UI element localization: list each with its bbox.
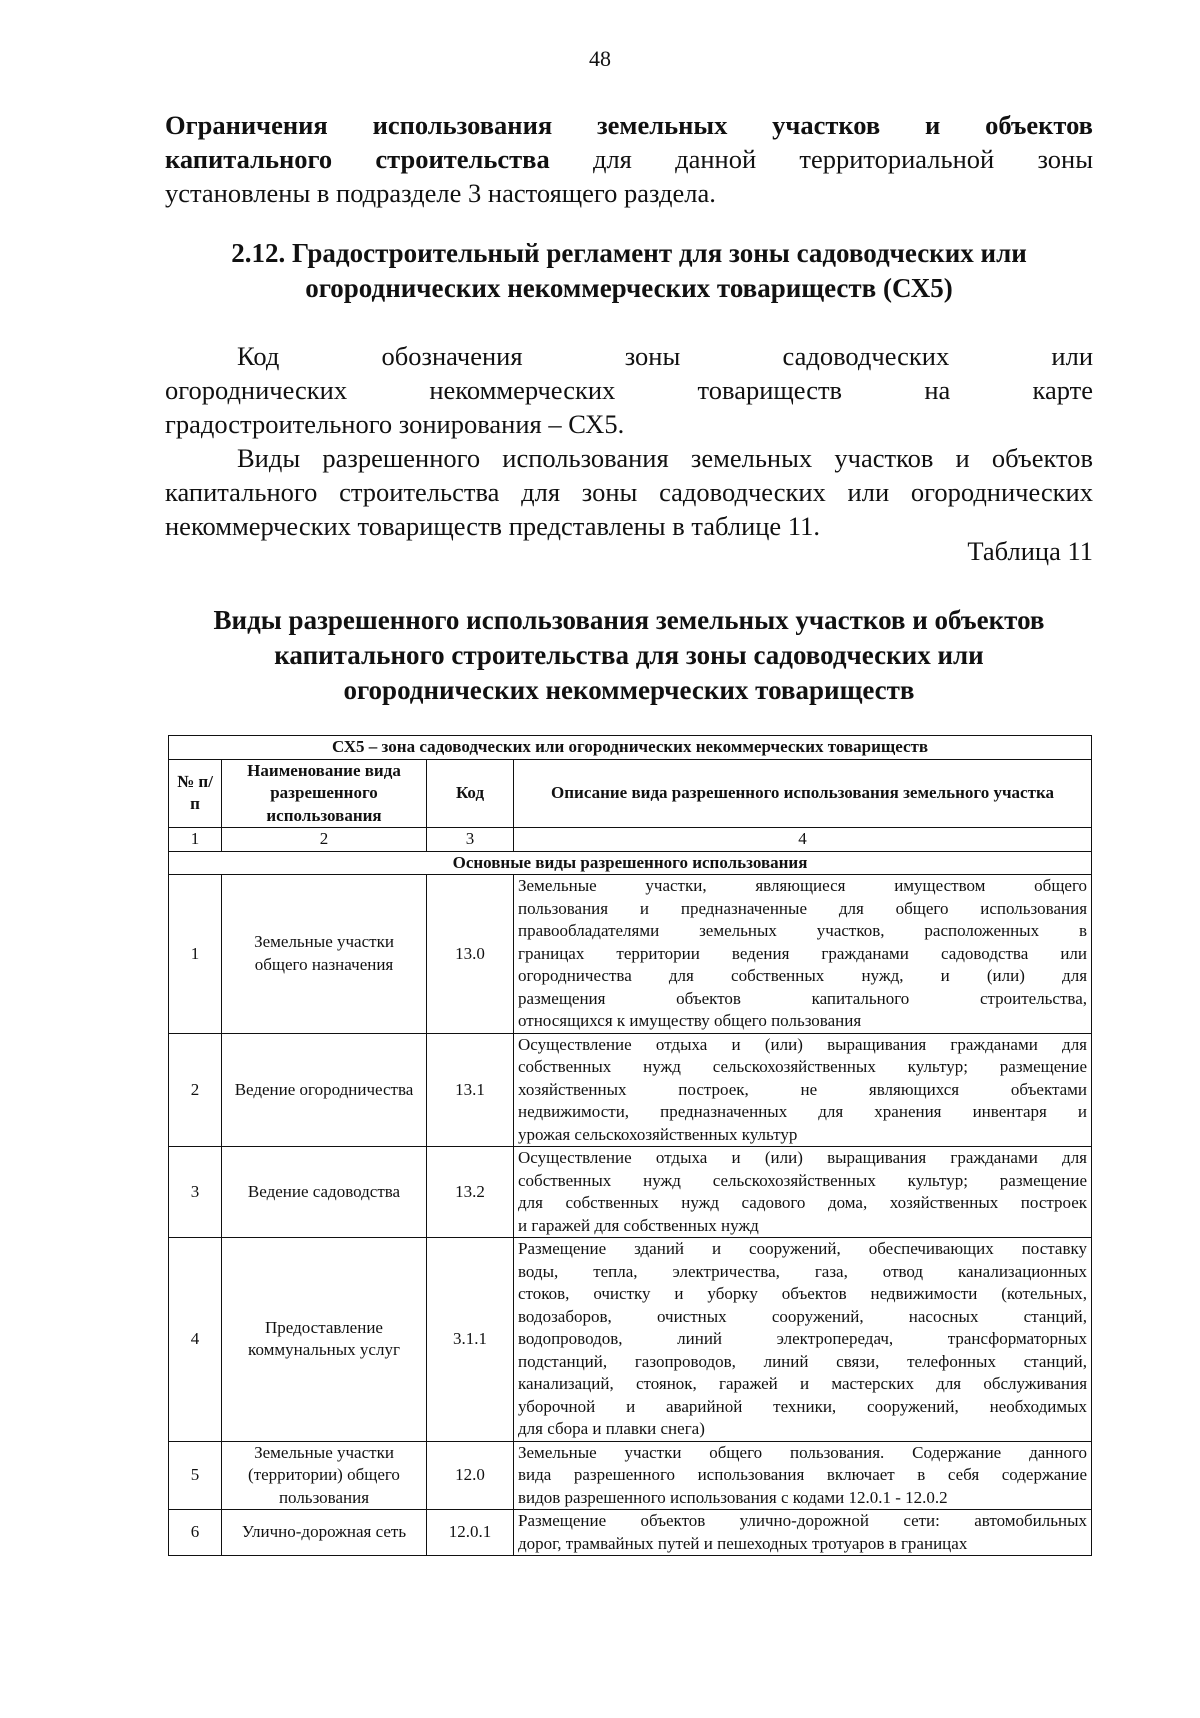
use-type-code: 12.0 — [427, 1441, 514, 1510]
use-type-description — [514, 1033, 1092, 1147]
table-row — [169, 1147, 1092, 1238]
row-number: 3 — [169, 1147, 222, 1238]
description-line: границах территории ведения гражданами садоводства или — [518, 943, 1088, 963]
use-type-name: Улично-дорожная сеть — [222, 1510, 427, 1556]
row-number: 6 — [169, 1510, 222, 1556]
col-header-code: Код — [427, 759, 514, 828]
description-line: и гаражей для собственных нужд — [518, 1215, 759, 1235]
paragraph-2-line-2: капитального строительства для зоны садоводческих или огороднических — [165, 477, 1093, 507]
description-line: Осуществление отдыха и (или) выращивания гражданами для — [518, 1148, 1088, 1167]
description-line: урожая сельскохозяйственных культур — [518, 1124, 798, 1144]
col-header-name: Наименование вида разрешенного использования — [222, 759, 427, 828]
description-line: для сбора и плавки снега) — [518, 1419, 705, 1438]
col-index: 4 — [514, 828, 1092, 852]
paragraph-2-line-3: некоммерческих товариществ представлены в таблице 11. — [165, 511, 820, 541]
paragraph-1-line-3: градостроительного зонирования – СХ5. — [165, 409, 625, 439]
use-type-description — [514, 1441, 1092, 1510]
row-number: 1 — [169, 875, 222, 1034]
column-header-row — [169, 759, 1092, 828]
section-row — [169, 851, 1092, 875]
description-line: собственных нужд сельскохозяйственных культур; размещение — [518, 1170, 1088, 1190]
paragraph-1-line-2: огороднических некоммерческих товариществ на карте — [165, 375, 1093, 405]
use-type-description — [514, 1510, 1092, 1556]
row-number: 4 — [169, 1238, 222, 1442]
paragraph-2-line-1: Виды разрешенного использования земельных участков и объектов — [237, 443, 1093, 473]
row-number: 5 — [169, 1441, 222, 1510]
description-line: размещения объектов капитального строительства, — [518, 988, 1088, 1008]
description-line: относящихся к имуществу общего пользования — [518, 1011, 862, 1030]
description-line: хозяйственных построек, не являющихся объектами — [518, 1079, 1088, 1099]
description-line: воды, тепла, электричества, газа, отвод канализационных — [518, 1261, 1088, 1281]
use-type-name: Ведение садоводства — [222, 1147, 427, 1238]
table-row — [169, 1441, 1092, 1510]
table-row — [169, 1033, 1092, 1147]
use-type-description — [514, 1238, 1092, 1442]
description-line: видов разрешенного использования с кодами 12.0.1 - 12.0.2 — [518, 1487, 948, 1507]
zone-header-row — [169, 736, 1092, 760]
table-row — [169, 1238, 1092, 1442]
intro-line-1: Ограничения использования земельных участков и объектов — [165, 110, 1093, 140]
table-label: Таблица 11 — [967, 536, 1093, 566]
col-header-num: № п/п — [169, 759, 222, 828]
use-type-code: 12.0.1 — [427, 1510, 514, 1556]
body-paragraphs — [165, 339, 1093, 543]
section-label: Основные виды разрешенного использования — [169, 851, 1092, 875]
description-line: канализаций, стоянок, гаражей и мастерских для обслуживания — [518, 1374, 1088, 1393]
use-type-name: Предоставление коммунальных услуг — [222, 1238, 427, 1442]
use-type-name: Ведение огородничества — [222, 1033, 427, 1147]
description-line: Размещение зданий и сооружений, обеспечивающих поставку — [518, 1239, 1088, 1258]
description-line: Осуществление отдыха и (или) выращивания гражданами для — [518, 1034, 1088, 1054]
use-type-code: 3.1.1 — [427, 1238, 514, 1442]
description-line: водопроводов, линий электропередач, трансформаторных — [518, 1329, 1088, 1348]
table-title: Виды разрешенного использования земельных участков и объектов капитального строительства для зоны садоводческих или огороднических некоммерческих товариществ — [213, 605, 1045, 705]
col-index: 1 — [169, 828, 222, 852]
table-row — [169, 875, 1092, 1034]
column-index-row — [169, 828, 1092, 852]
col-index: 3 — [427, 828, 514, 852]
use-type-name: Земельные участки (территории) общего пользования — [222, 1441, 427, 1510]
description-line: огородничества для собственных нужд, и (или) для — [518, 966, 1088, 985]
description-line: подстанций, газопроводов, линий связи, телефонных станций, — [518, 1351, 1088, 1371]
section-heading: 2.12. Градостроительный регламент для зоны садоводческих или огороднических некоммерческих товариществ (СХ5) — [231, 238, 1027, 303]
intro-paragraph — [165, 108, 1093, 210]
description-line: Размещение объектов улично-дорожной сети: автомобильных — [518, 1511, 1088, 1530]
description-line: собственных нужд сельскохозяйственных культур; размещение — [518, 1057, 1088, 1076]
intro-line-2: капитального строительства для данной территориальной зоны — [165, 144, 1094, 174]
use-type-description — [514, 1147, 1092, 1238]
land-use-table — [168, 735, 1092, 1556]
col-index: 2 — [222, 828, 427, 852]
description-line: вида разрешенного использования включает в себя содержание — [518, 1465, 1088, 1484]
description-line: Земельные участки общего пользования. Содержание данного — [518, 1442, 1088, 1462]
row-number: 2 — [169, 1033, 222, 1147]
description-line: Земельные участки, являющиеся имуществом общего — [518, 876, 1088, 895]
description-line: водозаборов, очистных сооружений, насосных станций, — [518, 1306, 1088, 1326]
page-number: 48 — [589, 46, 611, 71]
description-line: правообладателями земельных участков, расположенных в — [518, 921, 1088, 940]
intro-line-3: установлены в подразделе 3 настоящего раздела. — [165, 178, 716, 208]
zone-header: СХ5 – зона садоводческих или огороднических некоммерческих товариществ — [169, 736, 1092, 760]
description-line: недвижимости, предназначенных для хранения инвентаря и — [518, 1102, 1088, 1121]
description-line: стоков, очистку и уборку объектов недвижимости (котельных, — [518, 1284, 1088, 1303]
description-line: уборочной и аварийной техники, сооружений, необходимых — [518, 1396, 1088, 1416]
table-row — [169, 1510, 1092, 1556]
description-line: дорог, трамвайных путей и пешеходных тротуаров в границах — [518, 1533, 968, 1553]
paragraph-1-line-1: Код обозначения зоны садоводческих или — [237, 341, 1093, 371]
use-type-code: 13.2 — [427, 1147, 514, 1238]
col-header-desc: Описание вида разрешенного использования земельного участка — [514, 759, 1092, 828]
description-line: для собственных нужд садового дома, хозяйственных построек — [518, 1193, 1088, 1212]
use-type-code: 13.1 — [427, 1033, 514, 1147]
use-type-description — [514, 875, 1092, 1034]
use-type-name: Земельные участки общего назначения — [222, 875, 427, 1034]
use-type-code: 13.0 — [427, 875, 514, 1034]
description-line: пользования и предназначенные для общего использования — [518, 898, 1088, 918]
